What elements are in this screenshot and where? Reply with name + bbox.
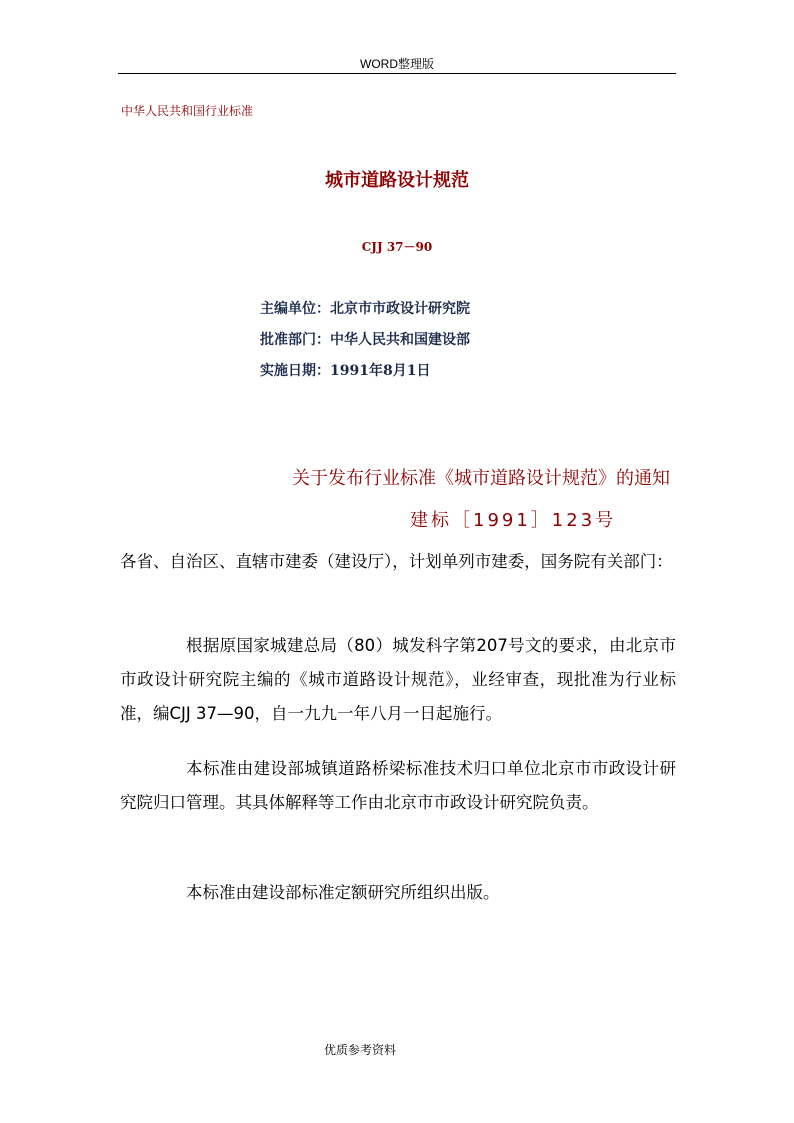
standard-category: 中华人民共和国行业标准 [121,104,254,118]
editor-unit: 主编单位：北京市市政设计研究院 [260,301,470,317]
notice-title: 关于发布行业标准《城市道路设计规范》的通知 [292,468,670,489]
notice-paragraph-1: 根据原国家城建总局（80）城发科字第207号文的要求，由北京市市政设计研究院主编的《城市道路设计规范》，业经审查，现批准为行业标准，编CJJ 37—90，自一九九一年八月一日起施行。 [120,636,676,723]
notice-document-number: 建标［1991］123号 [410,510,617,531]
approval-department: 批准部门：中华人民共和国建设部 [260,332,470,348]
standard-code: CJJ 37－90 [361,240,433,254]
notice-paragraph-2: 本标准由建设部城镇道路桥梁标准技术归口单位北京市市政设计研究院归口管理。其具体解释等工作由北京市市政设计研究院负责。 [120,759,676,812]
page-header: WORD整理版 [360,57,434,71]
effective-date: 实施日期：1991年8月1日 [260,363,431,379]
header-divider [118,73,676,74]
document-title: 城市道路设计规范 [325,170,469,191]
notice-salutation: 各省、自治区、直辖市建委（建设厅），计划单列市建委，国务院有关部门： [120,552,673,571]
notice-paragraph-3: 本标准由建设部标准定额研究所组织出版。 [186,883,500,902]
page-footer: 优质参考资料 [323,1043,396,1057]
